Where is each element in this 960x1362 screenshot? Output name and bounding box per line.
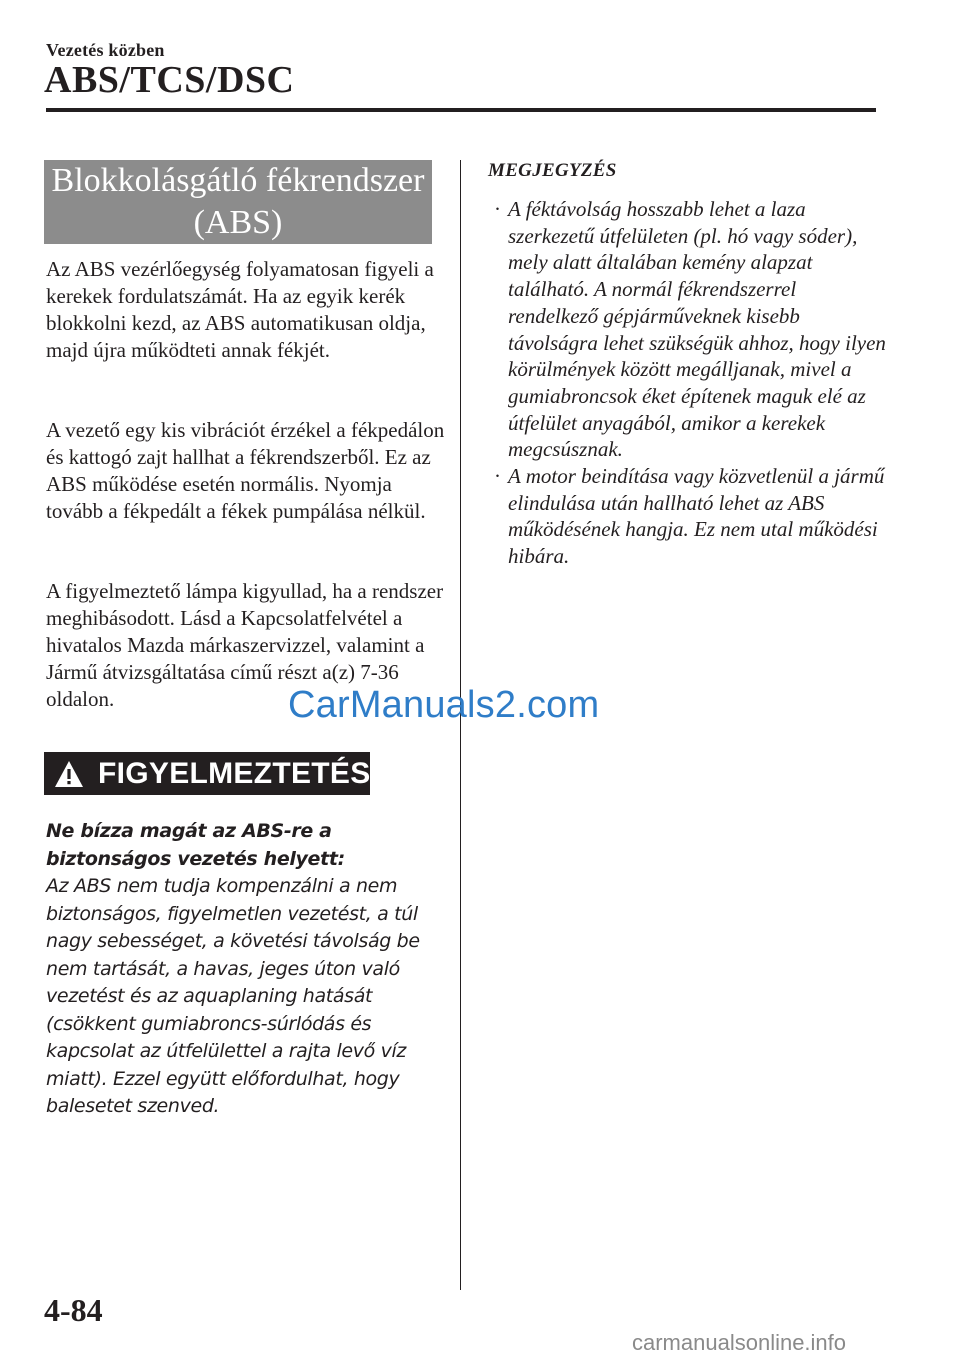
bullet-dot: ·: [494, 464, 501, 489]
note-title: MEGJEGYZÉS: [488, 160, 617, 181]
bullet-dot: ·: [494, 197, 501, 221]
note-item: [488, 463, 888, 570]
header-rule: [46, 108, 876, 112]
warning-text: Az ABS nem tudja kompenzálni a nem biztonságos, figyelmetlen vezetést, a túl nagy sebességet, a követési távolság be nem tartását, a havas, jeges úton való vezetést és az aquaplaning hatását (csökkent gumiabroncs-súrlódás és kapcsolat az útfelülettel a rajta levő víz miatt). Ezzel együtt előfordulhat, hogy balesetet szenved.: [46, 875, 420, 1117]
section-title-line1: Blokkolásgátló fékrendszer: [51, 162, 425, 199]
chapter-kicker: Vezetés közben: [46, 40, 165, 60]
note-item: [488, 196, 888, 463]
body-paragraph-3: A figyelmeztető lámpa kigyullad, ha a rendszer meghibásodott. Lásd a Kapcsolatfelvétel a hivatalos Mazda márkaszervizzel, valamint a Jármű átvizsgáltatása című részt a(z) 7-36 oldalon.: [46, 579, 444, 711]
body-paragraph-2: A vezető egy kis vibrációt érzékel a fékpedálon és kattogó zajt hallhat a fékrendszerből. Ez az ABS működése esetén normális. Nyomja tovább a fékpedált a fékek pumpálása nélkül.: [46, 418, 445, 523]
section-title-banner: [44, 160, 432, 244]
note-item-text: A motor beindítása vagy közvetlenül a jármű elindulása után hallható lehet az ABS működésének hangja. Ez nem utal működési hibára.: [508, 464, 885, 569]
chapter-title: ABS/TCS/DSC: [44, 59, 295, 101]
warning-banner: [44, 752, 370, 795]
body-paragraph-1: Az ABS vezérlőegység folyamatosan figyeli a kerekek fordulatszámát. Ha az egyik kerék blokkolni kezd, az ABS automatikusan oldja, majd újra működteti annak fékjét.: [46, 257, 434, 362]
warning-label: FIGYELMEZTETÉS: [98, 756, 371, 790]
footer-site-mark: carmanualsonline.info: [632, 1330, 847, 1355]
warning-body: [46, 818, 446, 1121]
warning-title: Ne bízza magát az ABS-re a biztonságos vezetés helyett:: [46, 820, 345, 870]
note-list: [488, 196, 888, 570]
watermark-link[interactable]: CarManuals2.com: [288, 684, 600, 726]
warning-triangle-icon: [54, 760, 84, 788]
section-title-line2: (ABS): [193, 204, 283, 241]
page-number: 4-84: [44, 1292, 103, 1328]
note-item-text: A féktávolság hosszabb lehet a laza szerkezetű útfelületen (pl. hó vagy sóder), mely alatt általában kemény alapzat található. A normál fékrendszerrel rendelkező gépjárműveknek kisebb távolságra lehet szükségük ahhoz, hogy ilyen körülmények között megálljanak, mivel a gumiabroncsok éket építenek maguk elé az útfelület anyagából, amikor a kerekek megcsúsznak.: [508, 197, 886, 462]
